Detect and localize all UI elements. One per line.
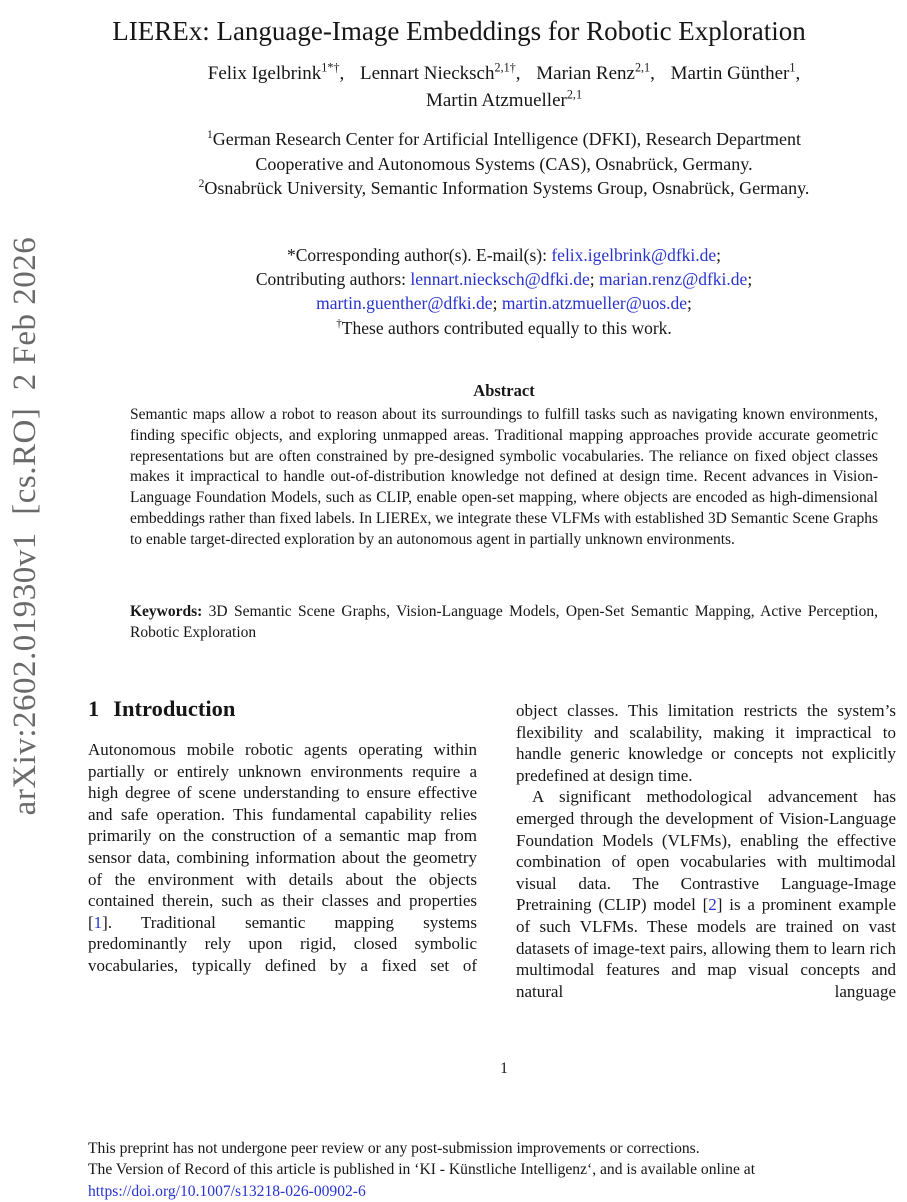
keywords-list: 3D Semantic Scene Graphs, Vision-Language Models, Open-Set Semantic Mapping, Active Perception, Robotic Exploration — [130, 603, 878, 641]
page-number: 1 — [500, 1060, 508, 1077]
intro-paragraph-1-continued: object classes. This limitation restricts the system’s flexibility and scalability, making it impractical to handle generic knowledge or concepts not explicitly predefined at design time. — [516, 701, 896, 785]
affiliations — [85, 127, 907, 201]
dagger-mark: † — [336, 317, 342, 330]
preprint-footer — [88, 1138, 900, 1202]
email-link-martin-atzmueller[interactable]: martin.atzmueller@uos.de — [501, 293, 688, 314]
affiliation-mark: 1 — [206, 129, 213, 141]
contributing-authors-line-1: Contributing authors: lennart.niecksch@dfki.de; marian.renz@dfki.de; — [255, 269, 753, 290]
left-column — [88, 694, 477, 977]
email-link-marian-renz[interactable]: marian.renz@dfki.de — [599, 269, 748, 290]
affiliation-mark: 2 — [198, 178, 205, 190]
section-1-heading — [88, 694, 477, 724]
email-link-martin-guenther[interactable]: martin.guenther@dfki.de — [316, 293, 493, 314]
affiliation-1-line-2: Cooperative and Autonomous Systems (CAS), Osnabrück, Germany. — [255, 153, 753, 174]
email-link-felix-igelbrink[interactable]: felix.igelbrink@dfki.de — [551, 245, 717, 265]
author-affiliation-marks: 1 — [789, 60, 796, 75]
author-name: Lennart Niecksch$^{2,1\dagger}$, — [359, 60, 521, 84]
corresponding-author-line: *Corresponding author(s). E-mail(s): felix.igelbrink@dfki.de; — [286, 245, 722, 265]
section-title: Introduction — [113, 696, 236, 721]
author-affiliation-marks: 2,1† — [494, 60, 516, 75]
author-list — [85, 60, 907, 114]
author-line-2 — [85, 87, 907, 114]
citation-1-link[interactable]: 1 — [93, 912, 103, 932]
author-affiliation-marks: 2,1 — [566, 87, 583, 102]
doi-link[interactable]: https://doi.org/10.1007/s13218-026-00902-6 — [88, 1182, 366, 1200]
contributing-authors-line-2: martin.guenther@dfki.de; martin.atzmueller@uos.de; — [316, 293, 692, 314]
author-name: Martin Atzmueller$^{2,1}$ — [425, 87, 583, 111]
footer-disclaimer-line-1: This preprint has not undergone peer review or any post-submission improvements or corrections. — [88, 1140, 700, 1157]
arxiv-watermark: arXiv:2602.01930v1 [cs.RO] 2 Feb 2026 — [7, 236, 43, 816]
contact-block — [85, 243, 907, 340]
author-line-1 — [85, 60, 907, 87]
citation-2-link[interactable]: 2 — [708, 895, 717, 915]
abstract-text: Semantic maps allow a robot to reason about its surroundings to fulfill tasks such as navigating known environments, finding specific objects, and exploring unmapped areas. Traditional mapping approaches provide accurate geometric representations but are often constrained by pre-designed symbolic vocabularies. The reliance on fixed object classes makes it impractical to handle out-of-distribution knowledge not defined at design time. Recent advances in Vision-Language Foundation Models, such as CLIP, enable open-set mapping, where objects are encoded as high-dimensional embeddings rather than fixed labels. In LIEREx, we integrate these VLFMs with established 3D Semantic Scene Graphs to enable target-directed exploration by an autonomous agent in partially unknown environments. — [130, 406, 878, 548]
author-name: Felix Igelbrink$^{1*\dagger}$, — [207, 60, 345, 84]
affiliation-2: $^2$Osnabrück University, Semantic Information Systems Group, Osnabrück, Germany. — [198, 178, 810, 198]
footer-disclaimer-line-2: The Version of Record of this article is published in ‘KI - Künstliche Intelligenz‘, and is available online at — [88, 1161, 756, 1179]
author-affiliation-marks: 1*† — [321, 60, 340, 75]
footer-doi-line — [88, 1181, 900, 1202]
affiliation-1-line-1: $^1$German Research Center for Artificial Intelligence (DFKI), Research Department — [206, 129, 802, 149]
intro-paragraph-1: Autonomous mobile robotic agents operating within partially or entirely unknown environments require a high degree of scene understanding to ensure effective and safe operation. This fundamental capability relies primarily on the construction of a semantic map from sensor data, combining information about the geometry of the environment with details about the objects contained therein, such as their classes and properties [1]. Traditional semantic mapping systems predominantly rely upon rigid, closed symbolic vocabularies, typically defined by a fixed set of — [88, 740, 477, 975]
email-link-lennart-niecksch[interactable]: lennart.niecksch@dfki.de — [410, 269, 590, 290]
author-name: Marian Renz$^{2,1}$, — [536, 60, 655, 84]
keywords-label: Keywords: — [130, 603, 203, 620]
abstract-heading: Abstract — [473, 381, 535, 400]
right-column — [516, 700, 896, 1002]
author-name: Martin Günther$^1$, — [670, 60, 801, 84]
intro-paragraph-2: A significant methodological advancement has emerged through the development of Vision-Language Foundation Models (VLFMs), enabling the effective combination of open vocabularies with multimodal visual data. The Contrastive Language-Image Pretraining (CLIP) model [2] is a prominent example of such VLFMs. These models are trained on vast datasets of image-text pairs, allowing them to learn rich multimodal features and map visual concepts and natural language — [516, 787, 896, 1001]
section-number: 1 — [88, 696, 100, 721]
paper-title: LIEREx: Language-Image Embeddings for Robotic Exploration — [112, 16, 806, 47]
author-affiliation-marks: 2,1 — [634, 60, 651, 75]
equal-contribution-note: †These authors contributed equally to this work. — [336, 317, 672, 338]
keywords-line — [130, 601, 878, 643]
